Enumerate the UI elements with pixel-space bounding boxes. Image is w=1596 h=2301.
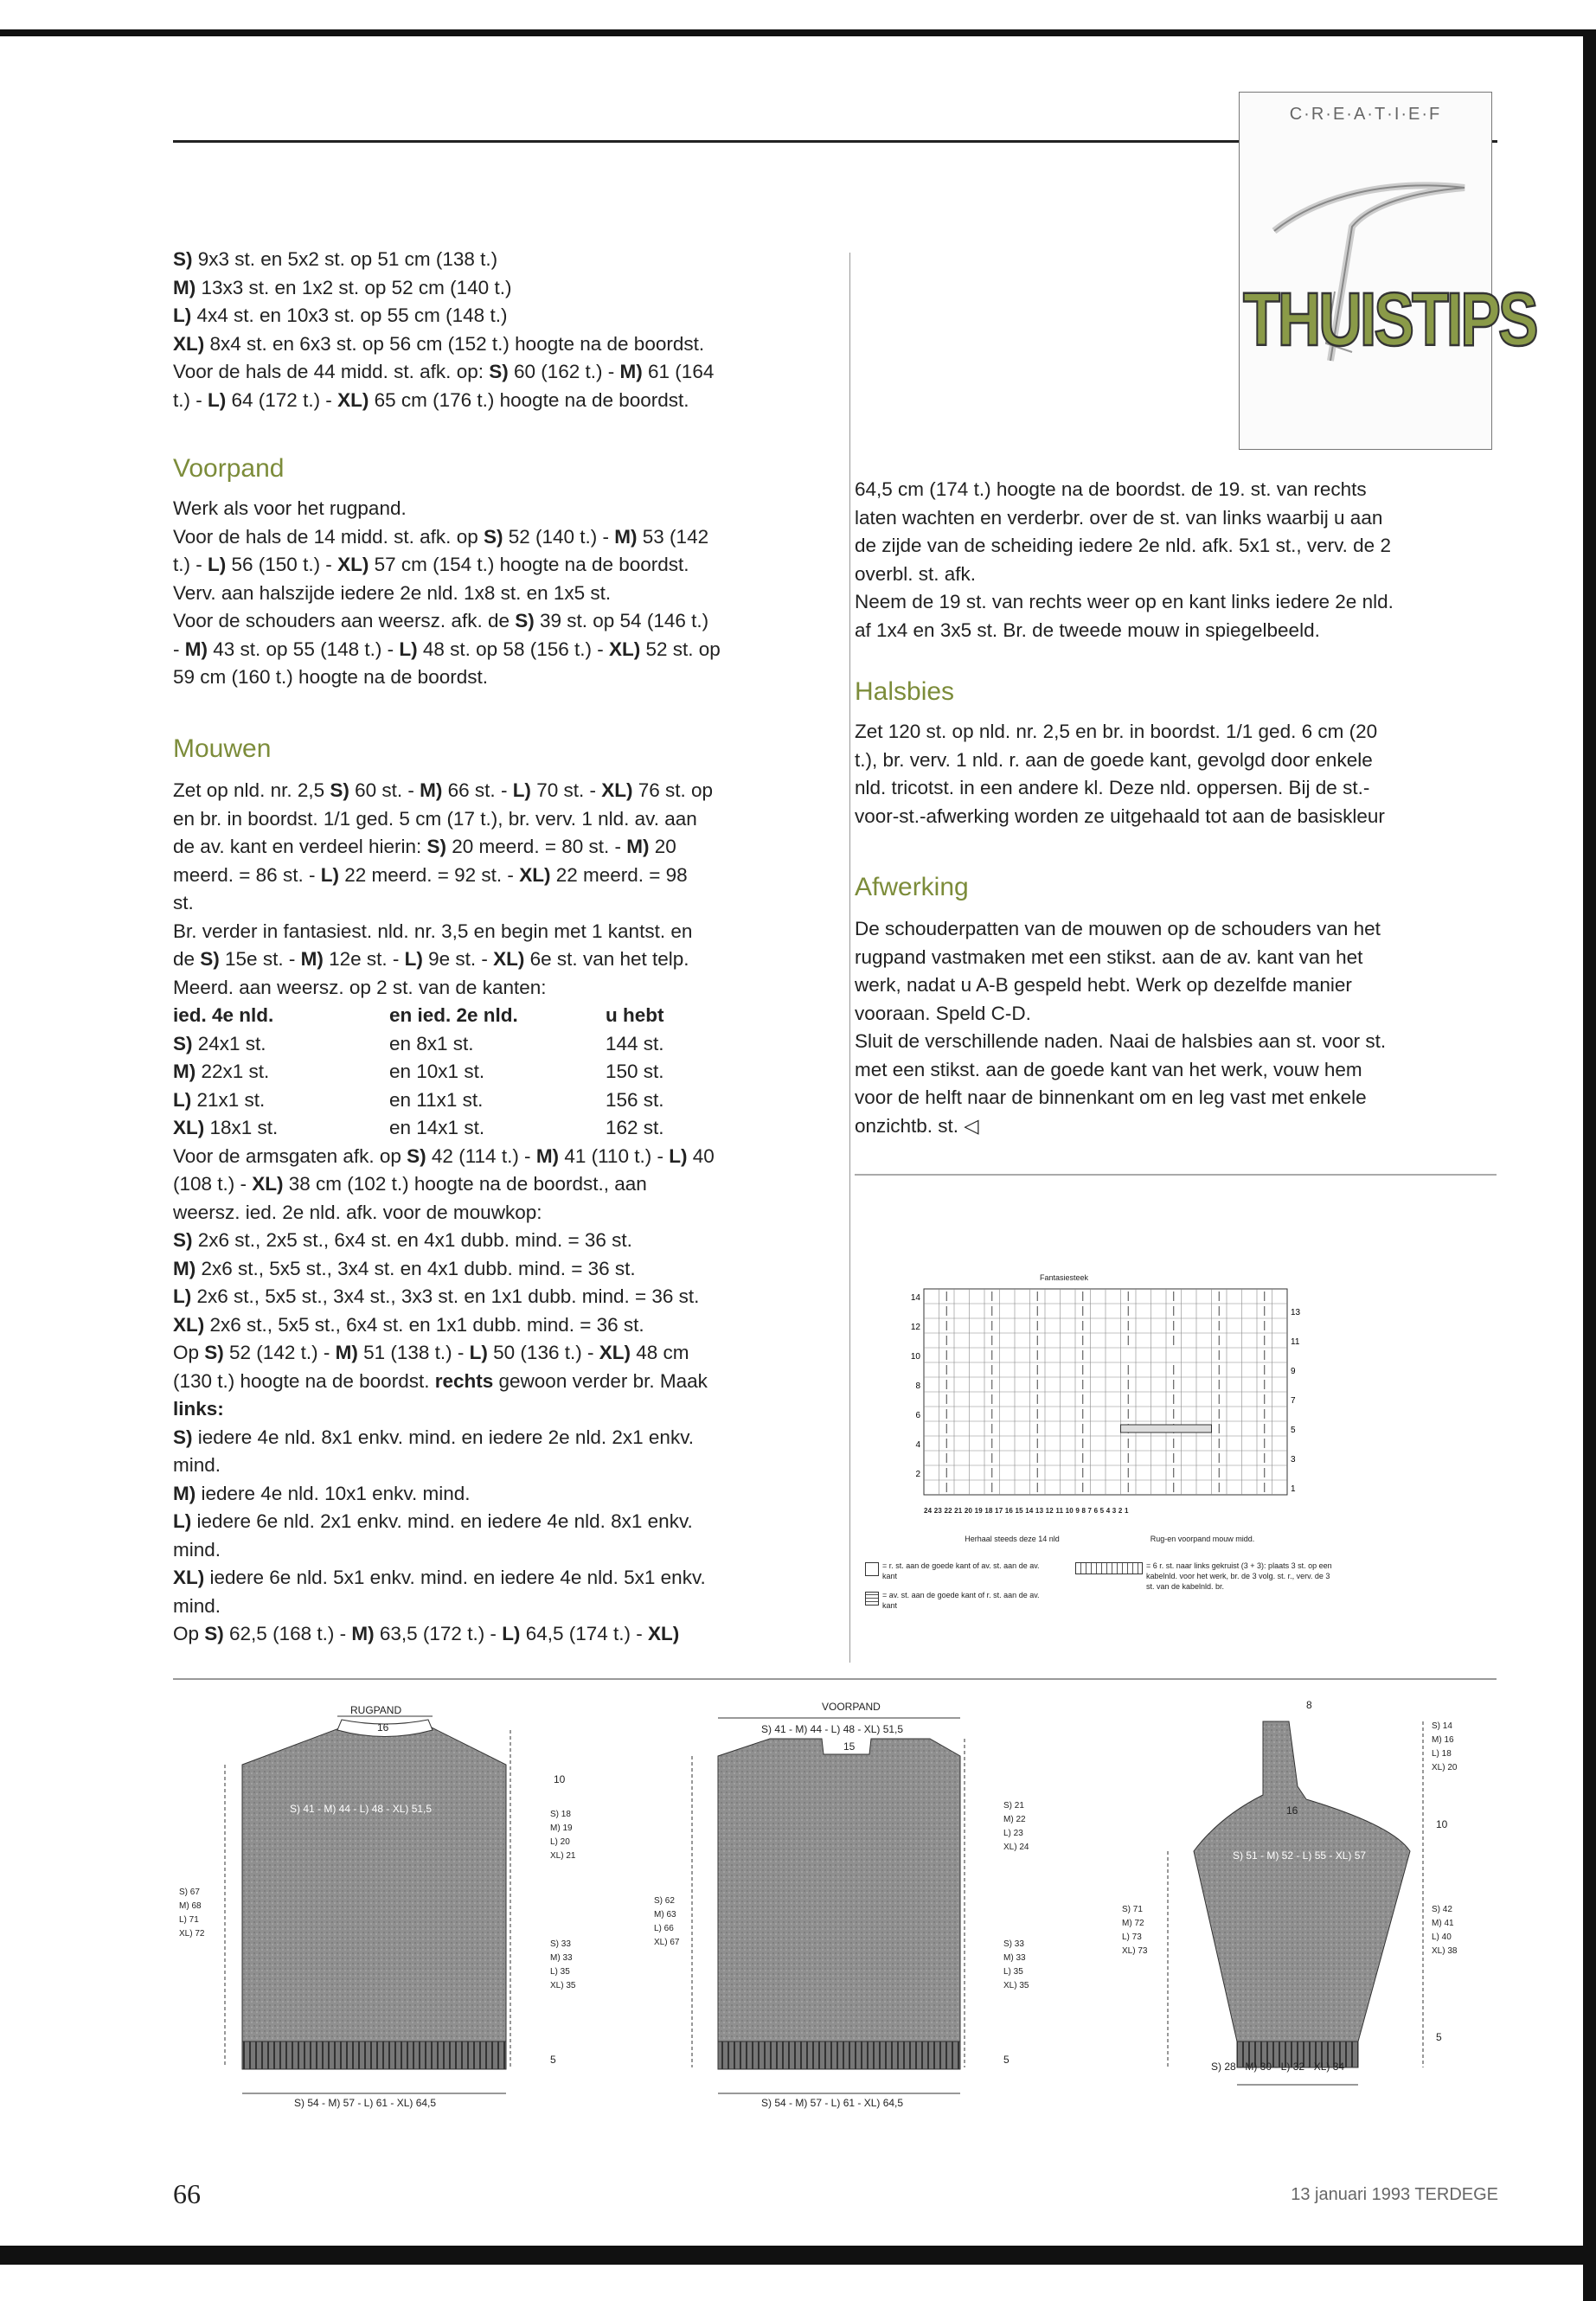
rugpand-right-2: S) 18 M) 19 L) 20 XL) 21 [550, 1810, 576, 1861]
afwerking-line: voor de helft naar de binnenkant om en leg vast met enkele [855, 1086, 1367, 1108]
voorpand-line: Verv. aan halszijde iedere 2e nld. 1x8 st. en 1x5 st. [173, 581, 612, 604]
afwerking-line: De schouderpatten van de mouwen op de schouders van het [855, 918, 1381, 939]
voorpand-line: Werk als voor het rugpand. [173, 497, 407, 519]
increase-table-cell: 162 st. [606, 1117, 664, 1138]
right-separator [855, 1174, 1497, 1176]
page-number: 66 [173, 2178, 201, 2209]
voorpand-bottom-width: S) 54 - M) 57 - L) 61 - XL) 64,5 [761, 2097, 904, 2109]
stitch-chart [865, 1272, 1332, 1635]
chart-bottom-numbers: 24 23 22 21 20 19 18 17 16 15 14 13 12 11 10 9 8 7 6 5 4 3 2 1 [924, 1507, 1129, 1515]
mouwen-line: mind. [173, 1538, 221, 1561]
mouwen-line: Zet op nld. nr. 2,5 S) 60 st. - M) 66 st. - L) 70 st. - XL) 76 st. op [173, 779, 714, 801]
voorpand-left: S) 62 M) 63 L) 66 XL) 67 [654, 1896, 680, 1947]
rugpand-right-3: S) 33 M) 33 L) 35 XL) 35 [550, 1939, 576, 1990]
page-frame-right [1583, 29, 1596, 2301]
page-frame-top [0, 29, 1596, 36]
chart-row-number-right: 13 [1291, 1308, 1301, 1317]
rugpand-rib-height: 5 [550, 2054, 556, 2066]
mouwen-line: XL) 2x6 st., 5x5 st., 6x4 st. en 1x1 dubb. mind. = 36 st. [173, 1313, 644, 1336]
afwerking-line: Sluit de verschillende naden. Naai de halsbies aan st. voor st. [855, 1030, 1387, 1052]
right-cont-text [855, 476, 1512, 644]
chart-caption-right: Rug-en voorpand mouw midd. [1150, 1535, 1255, 1543]
increase-table-header: ied. 4e nld. en ied. 2e nld. u hebt [173, 1004, 664, 1026]
voorpand-line: 59 cm (160 t.) hoogte na de boordst. [173, 666, 488, 688]
chart-row-number-left: 8 [915, 1381, 920, 1391]
chart-row-number-right: 5 [1291, 1426, 1296, 1435]
right-cont-line: 64,5 cm (174 t.) hoogte na de boordst. de 19. st. van rechts [855, 478, 1367, 500]
right-cont-line: overbl. st. afk. [855, 562, 977, 585]
voorpand-title: VOORPAND [822, 1701, 881, 1713]
mouwen-line: de S) 15e st. - M) 12e st. - L) 9e st. - XL) 6e st. van het telp. [173, 948, 689, 970]
halsbies-line: voor-st.-afwerking worden ze uitgehaald tot aan de basiskleur [855, 804, 1385, 827]
increase-table-cell: en 8x1 st. [389, 1032, 474, 1054]
section-title-afwerking: Afwerking [855, 873, 969, 901]
halsbies-line: t.), br. verv. 1 nld. r. aan de goede kant, gevolgd door enkele [855, 748, 1373, 771]
section-title-mouwen: Mouwen [173, 734, 272, 763]
increase-table-cell: 150 st. [606, 1061, 664, 1082]
voorpand-line: Voor de schouders aan weersz. afk. de S) 39 st. op 54 (146 t.) [173, 610, 709, 631]
chart-row-number-right: 7 [1291, 1396, 1296, 1406]
intro-line: Voor de hals de 44 midd. st. afk. op: S) 60 (162 t.) - M) 61 (164 [173, 361, 715, 382]
rugpand-body [242, 1726, 506, 2041]
increase-table-row [173, 1114, 848, 1143]
increase-table [173, 1002, 848, 1143]
chart-grid [865, 1272, 1332, 1497]
chart-row-number-left: 4 [915, 1440, 920, 1450]
mouwen-text-b [173, 1143, 848, 1649]
header-rule [173, 140, 1239, 143]
mouwen-line: M) iedere 4e nld. 10x1 enkv. mind. [173, 1482, 471, 1504]
mouwen-line: links: [173, 1398, 224, 1420]
chart-row-number-right: 3 [1291, 1455, 1296, 1465]
afwerking-line: vooraan. Speld C-D. [855, 1002, 1031, 1024]
legend-cable-text: = 6 r. st. naar links gekruist (3 + 3): plaats 3 st. op een kabelnld. voor het werk, br. de 3 volg. st. r., verv. de 3 st. van de kabelnld. br. [1146, 1561, 1332, 1591]
chart-title: Fantasiesteek [1039, 1273, 1089, 1282]
intro-line: t.) - L) 64 (172 t.) - XL) 65 cm (176 t.) hoogte na de boordst. [173, 388, 689, 411]
mouwen-line: (108 t.) - XL) 38 cm (102 t.) hoogte na de boordst., aan [173, 1173, 647, 1195]
mouwen-line: st. [173, 892, 194, 913]
chart-caption-left: Herhaal steeds deze 14 nld [965, 1535, 1060, 1543]
mouw-cap-height: 10 [1436, 1818, 1448, 1830]
increase-table-cell: M) 22x1 st. [173, 1061, 270, 1082]
mouw-right-1: S) 14 M) 16 L) 18 XL) 20 [1432, 1721, 1458, 1772]
mouw-body [1194, 1721, 1410, 2041]
chart-row-number-left: 14 [910, 1293, 920, 1303]
mouw-top-width: 8 [1306, 1699, 1312, 1711]
legend-knit-swatch [865, 1562, 879, 1576]
increase-table-cell: 144 st. [606, 1032, 664, 1054]
right-cont-line: laten wachten en verderbr. over de st. van links waarbij u aan [855, 506, 1383, 529]
mouw-right-2: S) 42 M) 41 L) 40 XL) 38 [1432, 1905, 1458, 1956]
section-title-halsbies: Halsbies [855, 677, 955, 706]
voorpand-top-width: S) 41 - M) 44 - L) 48 - XL) 51,5 [761, 1723, 904, 1735]
mouwen-line: XL) iedere 6e nld. 5x1 enkv. mind. en iedere 4e nld. 5x1 enkv. [173, 1567, 706, 1588]
chart-row-number-right: 9 [1291, 1367, 1296, 1376]
logo-text: THUISTIPS [1243, 277, 1536, 362]
footer-date: 13 januari 1993 TERDEGE [1291, 2185, 1498, 2204]
increase-table-cell: en 11x1 st. [389, 1088, 484, 1111]
right-cont-line: Neem de 19 st. van rechts weer op en kant links iedere 2e nld. [855, 591, 1394, 612]
chart-row-number-left: 2 [915, 1470, 920, 1479]
voorpand-right-1: S) 21 M) 22 L) 23 XL) 24 [1003, 1801, 1029, 1852]
afwerking-line: onzichtb. st. ◁ [855, 1114, 979, 1137]
mouw-width: S) 51 - M) 52 - L) 55 - XL) 57 [1233, 1849, 1367, 1862]
mouwen-line: L) iedere 6e nld. 2x1 enkv. mind. en iedere 4e nld. 8x1 enkv. [173, 1510, 693, 1532]
voorpand-right-2: S) 33 M) 33 L) 35 XL) 35 [1003, 1939, 1029, 1990]
legend-purl-text: = av. st. aan de goede kant of r. st. aan de av. kant [882, 1591, 1040, 1610]
increase-table-cell: L) 21x1 st. [173, 1088, 266, 1111]
thuistips-logo [1239, 92, 1536, 450]
column-divider [849, 253, 850, 1663]
rugpand-rib [242, 2041, 506, 2069]
rugpand-title: RUGPAND [350, 1704, 402, 1716]
rugpand-top-width: 16 [377, 1721, 389, 1734]
legend-cable-swatch [1075, 1562, 1143, 1574]
increase-table-cell: en 10x1 st. [389, 1061, 485, 1082]
brand-label: C·R·E·A·T·I·E·F [1289, 105, 1442, 124]
increase-table-cell: en 14x1 st. [389, 1117, 485, 1138]
mouwen-line: (130 t.) hoogte na de boordst. rechts gewoon verder br. Maak [173, 1369, 708, 1392]
increase-table-row [173, 1030, 848, 1059]
voorpand-line: - M) 43 st. op 55 (148 t.) - L) 48 st. op 58 (156 t.) - XL) 52 st. op [173, 638, 721, 660]
chart-row-number-right: 1 [1291, 1484, 1296, 1494]
intro-line: M) 13x3 st. en 1x2 st. op 52 cm (140 t.) [173, 276, 512, 298]
chart-row-number-right: 11 [1291, 1337, 1300, 1347]
mouw-upper-width: 16 [1286, 1804, 1298, 1817]
mouwen-line: de av. kant en verdeel hierin: S) 20 meerd. = 80 st. - M) 20 [173, 836, 676, 857]
afwerking-line: met een stikst. aan de goede kant van het werk, vouw hem [855, 1058, 1362, 1080]
mouw-rib-height: 5 [1436, 2031, 1442, 2043]
mouwen-line: mind. [173, 1454, 221, 1476]
mouwen-line: en br. in boordst. 1/1 ged. 5 cm (17 t.), br. verv. 1 nld. av. aan [173, 807, 697, 830]
voorpand-body [718, 1739, 960, 2041]
rugpand-bottom-width: S) 54 - M) 57 - L) 61 - XL) 64,5 [294, 2097, 437, 2109]
right-cont-line: af 1x4 en 3x5 st. Br. de tweede mouw in spiegelbeeld. [855, 619, 1320, 641]
intro-line: L) 4x4 st. en 10x3 st. op 55 cm (148 t.) [173, 304, 508, 326]
mouwen-line: Op S) 62,5 (168 t.) - M) 63,5 (172 t.) - L) 64,5 (174 t.) - XL) [173, 1623, 680, 1644]
afwerking-line: rugpand vastmaken met een stikst. aan de av. kant van het [855, 945, 1363, 968]
mouwen-text-a [173, 777, 848, 1002]
increase-table-cell: XL) 18x1 st. [173, 1117, 279, 1138]
intro-line: S) 9x3 st. en 5x2 st. op 51 cm (138 t.) [173, 248, 498, 270]
chart-row-number-left: 12 [910, 1323, 920, 1332]
increase-table-row [173, 1058, 848, 1086]
section-title-voorpand: Voorpand [173, 454, 285, 483]
mouwen-line: Op S) 52 (142 t.) - M) 51 (138 t.) - L) 50 (136 t.) - XL) 48 cm [173, 1342, 689, 1363]
rugpand-right-10: 10 [554, 1773, 566, 1785]
rugpand-shoulder-width: S) 41 - M) 44 - L) 48 - XL) 51,5 [290, 1803, 433, 1815]
schematics-separator [173, 1678, 1497, 1680]
chart-cable-mark [1121, 1425, 1212, 1433]
afwerking-text [855, 915, 1512, 1140]
mouwen-line: S) 2x6 st., 2x5 st., 6x4 st. en 4x1 dubb. mind. = 36 st. [173, 1229, 632, 1251]
mouwen-line: weersz. ied. 2e nld. afk. voor de mouwkop: [173, 1201, 542, 1223]
increase-table-cell: 156 st. [606, 1088, 664, 1111]
voorpand-line: Voor de hals de 14 midd. st. afk. op S) 52 (140 t.) - M) 53 (142 [173, 525, 709, 548]
increase-table-cell: S) 24x1 st. [173, 1032, 266, 1054]
voorpand-rib-height: 5 [1003, 2054, 1010, 2066]
mouw-bottom-width: S) 28 - M) 30 - L) 32 - XL) 34 [1211, 2061, 1345, 2073]
voorpand-text [173, 495, 848, 692]
voorpand-neck-width: 15 [843, 1740, 856, 1753]
mouwen-line: meerd. = 86 st. - L) 22 meerd. = 92 st. - XL) 22 meerd. = 98 [173, 863, 688, 886]
halsbies-line: nld. tricotst. in een andere kl. Deze nld. oppersen. Bij de st.- [855, 777, 1370, 798]
legend-purl-swatch [865, 1592, 879, 1606]
mouwen-line: S) iedere 4e nld. 8x1 enkv. mind. en iedere 2e nld. 2x1 enkv. [173, 1426, 695, 1448]
legend-knit-text: = r. st. aan de goede kant of av. st. aan de av. kant [882, 1561, 1040, 1580]
voorpand-line: t.) - L) 56 (150 t.) - XL) 57 cm (154 t.) hoogte na de boordst. [173, 554, 689, 575]
mouwen-line: L) 2x6 st., 5x5 st., 3x4 st., 3x3 st. en 1x1 dubb. mind. = 36 st. [173, 1285, 700, 1307]
mouwen-line: Br. verder in fantasiest. nld. nr. 3,5 en begin met 1 kantst. en [173, 920, 693, 942]
chart-row-number-left: 6 [915, 1411, 920, 1420]
mouwen-line: mind. [173, 1594, 221, 1617]
page-frame-bottom [0, 2246, 1596, 2265]
mouw-left: S) 71 M) 72 L) 73 XL) 73 [1122, 1905, 1148, 1956]
intro-line: XL) 8x4 st. en 6x3 st. op 56 cm (152 t.) hoogte na de boordst. [173, 332, 705, 355]
afwerking-line: werk, nadat u A-B gespeld hebt. Werk op dezelfde manier [855, 974, 1352, 996]
chart-row-number-left: 10 [910, 1352, 920, 1362]
halsbies-line: Zet 120 st. op nld. nr. 2,5 en br. in boordst. 1/1 ged. 6 cm (20 [855, 721, 1378, 742]
voorpand-rib [718, 2041, 960, 2069]
mouwen-line: Voor de armsgaten afk. op S) 42 (114 t.) - M) 41 (110 t.) - L) 40 [173, 1144, 715, 1167]
increase-table-row [173, 1086, 848, 1115]
halsbies-text [855, 718, 1512, 830]
mouwen-line: Meerd. aan weersz. op 2 st. van de kanten: [173, 976, 547, 998]
mouwen-line: M) 2x6 st., 5x5 st., 3x4 st. en 4x1 dubb. mind. = 36 st. [173, 1257, 636, 1279]
logo-t-mark [1240, 144, 1536, 404]
intro-text [173, 246, 848, 414]
right-cont-line: de zijde van de scheiding iedere 2e nld. afk. 5x1 st., verv. de 2 [855, 535, 1391, 556]
rugpand-left: S) 67 M) 68 L) 71 XL) 72 [179, 1888, 205, 1939]
